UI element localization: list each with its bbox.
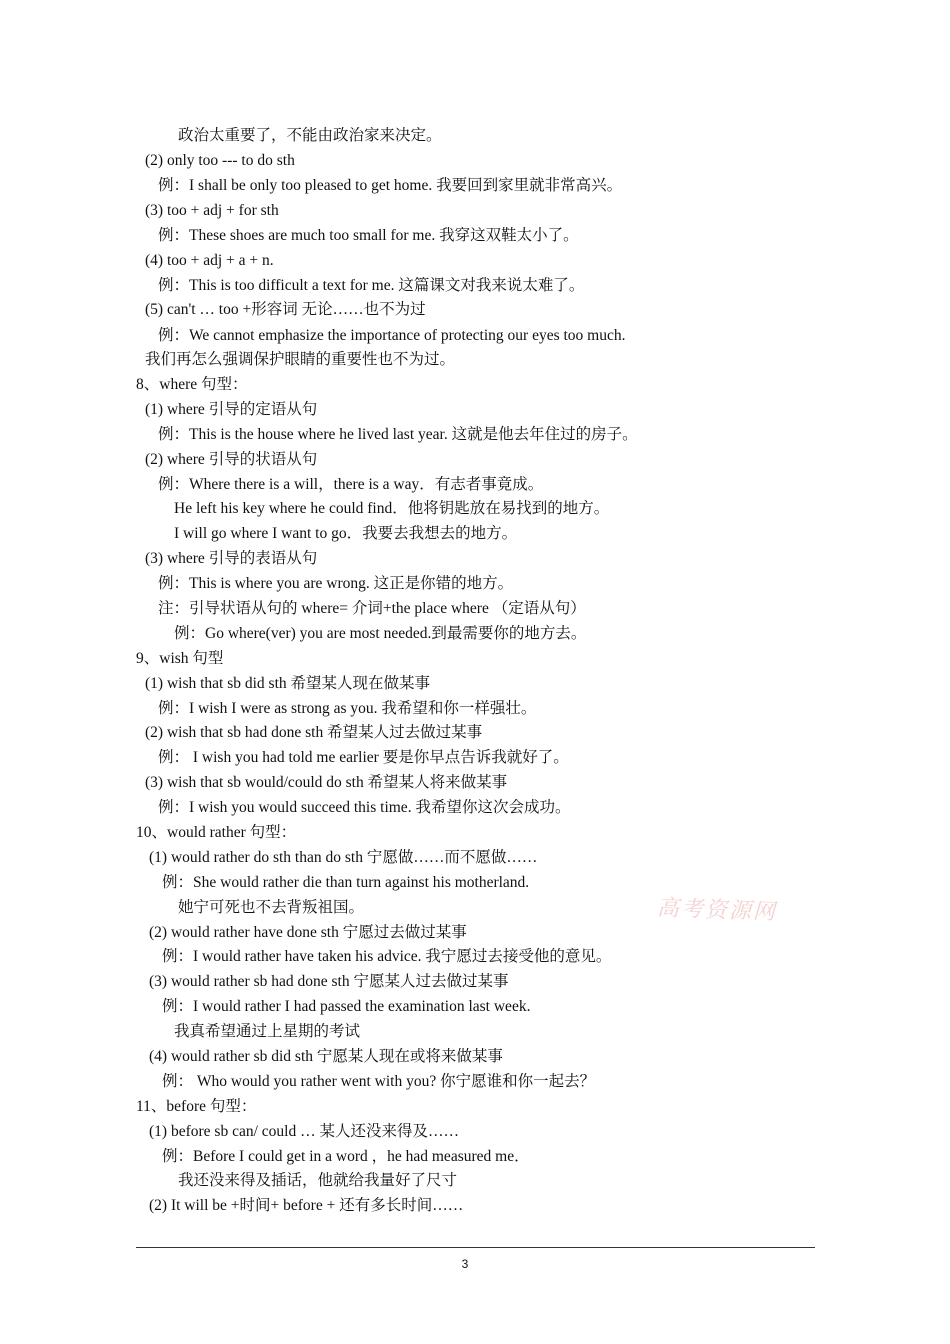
text-line: 我们再怎么强调保护眼睛的重要性也不为过。 — [145, 351, 456, 368]
text-line: 例： Who would you rather went with you? 你宁愿谁和你一起去？ — [162, 1073, 596, 1090]
text-line: 例：Where there is a will，there is a way．有志者事竟成。 — [158, 476, 544, 493]
text-line: 例：She would rather die than turn against his motherland. — [162, 874, 530, 891]
text-line: He left his key where he could find．他将钥匙放在易找到的地方。 — [174, 500, 610, 517]
text-line: (4) too + adj + a + n. — [145, 252, 274, 269]
text-line: (1) wish that sb did sth 希望某人现在做某事 — [145, 675, 431, 692]
text-line: 我真希望通过上星期的考试 — [174, 1023, 361, 1040]
text-line: 她宁可死也不去背叛祖国。 — [178, 899, 365, 916]
text-line: 例：I shall be only too pleased to get home. 我要回到家里就非常高兴。 — [158, 177, 623, 194]
footer-divider — [136, 1247, 815, 1248]
text-line: (2) It will be +时间+ before + 还有多长时间…… — [149, 1197, 464, 1214]
section-heading: 9、wish 句型 — [136, 650, 224, 667]
text-line: (2) where 引导的状语从句 — [145, 451, 318, 468]
text-line: 例： I wish you had told me earlier 要是你早点告诉我就好了。 — [158, 749, 569, 766]
text-line: 例：This is too difficult a text for me. 这篇课文对我来说太难了。 — [158, 277, 585, 294]
text-line: 注：引导状语从句的 where= 介词+the place where （定语从句） — [158, 600, 586, 617]
text-line: (3) wish that sb would/could do sth 希望某人将来做某事 — [145, 774, 508, 791]
text-line: (3) too + adj + for sth — [145, 202, 279, 219]
text-line: 例：This is where you are wrong. 这正是你错的地方。 — [158, 575, 514, 592]
text-line: (2) would rather have done sth 宁愿过去做过某事 — [149, 924, 467, 941]
text-line: 例：Before I could get in a word ，he had measured me． — [162, 1148, 530, 1165]
text-line: 我还没来得及插话，他就给我量好了尺寸 — [178, 1172, 458, 1189]
text-line: (1) before sb can/ could … 某人还没来得及…… — [149, 1123, 459, 1140]
text-line: 例：We cannot emphasize the importance of protecting our eyes too much. — [158, 327, 626, 344]
text-line: (2) wish that sb had done sth 希望某人过去做过某事 — [145, 724, 483, 741]
section-heading: 10、would rather 句型： — [136, 824, 297, 841]
text-line: (3) would rather sb had done sth 宁愿某人过去做过某事 — [149, 973, 509, 990]
text-line: 例：I wish I were as strong as you. 我希望和你一样强壮。 — [158, 700, 537, 717]
text-line: 例：These shoes are much too small for me. 我穿这双鞋太小了。 — [158, 227, 579, 244]
section-heading: 8、where 句型： — [136, 376, 248, 393]
watermark-logo: 高考资源网 — [656, 895, 778, 926]
text-line: 例：This is the house where he lived last year. 这就是他去年住过的房子。 — [158, 426, 638, 443]
text-line: (4) would rather sb did sth 宁愿某人现在或将来做某事 — [149, 1048, 503, 1065]
text-line: 例：I would rather I had passed the examination last week. — [162, 998, 531, 1015]
text-line: (1) where 引导的定语从句 — [145, 401, 318, 418]
text-line: 例：I would rather have taken his advice. 我宁愿过去接受他的意见。 — [162, 948, 612, 965]
text-line: (5) can't … too +形容词 无论……也不为过 — [145, 301, 426, 318]
text-line: (2) only too --- to do sth — [145, 152, 295, 169]
text-line: (1) would rather do sth than do sth 宁愿做……而不愿做…… — [149, 849, 538, 866]
text-line: 例：Go where(ver) you are most needed.到最需要你的地方去。 — [174, 625, 587, 642]
page-number: 3 — [461, 1257, 469, 1271]
section-heading: 11、before 句型： — [136, 1098, 257, 1115]
text-line: 政治太重要了，不能由政治家来决定。 — [178, 127, 442, 144]
text-line: (3) where 引导的表语从句 — [145, 550, 318, 567]
text-line: I will go where I want to go．我要去我想去的地方。 — [174, 525, 518, 542]
text-line: 例：I wish you would succeed this time. 我希望你这次会成功。 — [158, 799, 571, 816]
